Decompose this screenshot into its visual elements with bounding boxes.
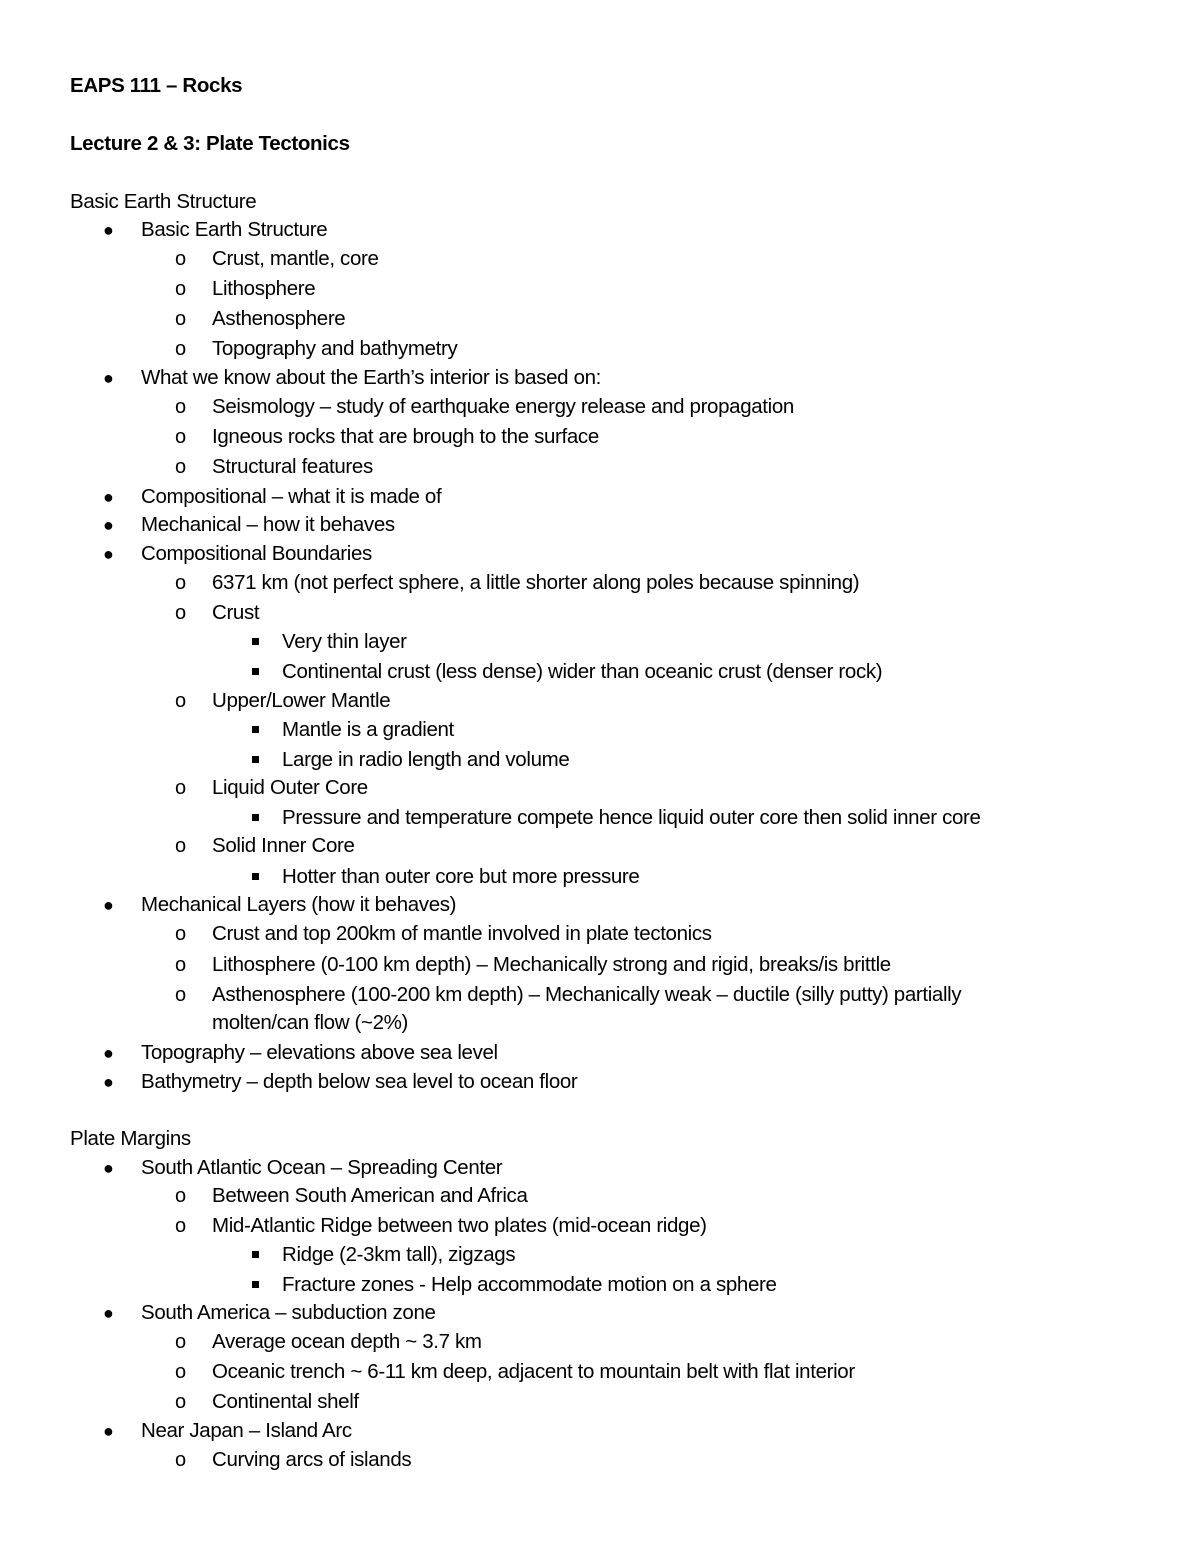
bullet-marker bbox=[103, 484, 114, 510]
sub-item: o Mid-Atlantic Ridge between two plates (mid-ocean ridge) bbox=[212, 1213, 707, 1239]
sub-item: o Crust, mantle, core bbox=[212, 246, 379, 272]
sub-item: o Upper/Lower Mantle bbox=[212, 688, 390, 714]
sub-sub-item: Ridge (2-3km tall), zigzags bbox=[282, 1242, 515, 1268]
bullet-marker bbox=[103, 365, 114, 391]
square-bullet-marker bbox=[252, 814, 259, 821]
sub-bullet-marker bbox=[175, 921, 186, 947]
bullet-item: ● Near Japan – Island Arc bbox=[141, 1418, 352, 1444]
sub-bullet-marker bbox=[175, 1359, 186, 1385]
bullet-item: ● Mechanical Layers (how it behaves) bbox=[141, 892, 456, 918]
sub-item: o 6371 km (not perfect sphere, a little shorter along poles because spinning) bbox=[212, 570, 859, 596]
sub-item: o Liquid Outer Core bbox=[212, 775, 368, 801]
sub-item: o Curving arcs of islands bbox=[212, 1447, 411, 1473]
square-bullet-marker bbox=[252, 1281, 259, 1288]
sub-sub-item: Fracture zones - Help accommodate motion on a sphere bbox=[282, 1272, 777, 1298]
bullet-marker bbox=[103, 1418, 114, 1444]
sub-item: o Seismology – study of earthquake energy release and propagation bbox=[212, 394, 794, 420]
sub-bullet-marker bbox=[175, 833, 186, 859]
sub-item-continuation: molten/can flow (~2%) bbox=[212, 1011, 409, 1034]
sub-bullet-marker bbox=[175, 600, 186, 626]
bullet-item: ● What we know about the Earth’s interior is based on: bbox=[141, 365, 601, 391]
sub-bullet-marker bbox=[175, 454, 186, 480]
sub-item: o Crust and top 200km of mantle involved in plate tectonics bbox=[212, 921, 712, 947]
sub-sub-item: Continental crust (less dense) wider than oceanic crust (denser rock) bbox=[282, 659, 882, 685]
sub-bullet-marker bbox=[175, 336, 186, 362]
bullet-item: ● Mechanical – how it behaves bbox=[141, 512, 395, 538]
square-bullet-marker bbox=[252, 638, 259, 645]
sub-sub-item: Pressure and temperature compete hence liquid outer core then solid inner core bbox=[282, 805, 981, 831]
bullet-marker bbox=[103, 512, 114, 538]
sub-bullet-marker bbox=[175, 952, 186, 978]
square-bullet-marker bbox=[252, 668, 259, 675]
sub-item: o Asthenosphere (100-200 km depth) – Mechanically weak – ductile (silly putty) partially bbox=[212, 982, 961, 1008]
sub-item: o Lithosphere (0-100 km depth) – Mechanically strong and rigid, breaks/is brittle bbox=[212, 952, 891, 978]
sub-bullet-marker bbox=[175, 1447, 186, 1473]
sub-bullet-marker bbox=[175, 306, 186, 332]
sub-bullet-marker bbox=[175, 570, 186, 596]
sub-bullet-marker bbox=[175, 688, 186, 714]
square-bullet-marker bbox=[252, 1251, 259, 1258]
sub-sub-item: Large in radio length and volume bbox=[282, 747, 569, 773]
square-bullet-marker bbox=[252, 873, 259, 880]
bullet-marker bbox=[103, 217, 114, 243]
bullet-marker bbox=[103, 1155, 114, 1181]
bullet-item: ● Compositional – what it is made of bbox=[141, 484, 441, 510]
sub-item: o Lithosphere bbox=[212, 276, 315, 302]
bullet-item: ● South Atlantic Ocean – Spreading Center bbox=[141, 1155, 502, 1181]
sub-item: o Continental shelf bbox=[212, 1389, 359, 1415]
bullet-item: ● South America – subduction zone bbox=[141, 1300, 436, 1326]
bullet-item: ● Bathymetry – depth below sea level to ocean floor bbox=[141, 1069, 577, 1095]
sub-sub-item: Mantle is a gradient bbox=[282, 717, 454, 743]
section-heading-plate-margins: Plate Margins bbox=[70, 1127, 191, 1150]
bullet-marker bbox=[103, 541, 114, 567]
sub-item: o Average ocean depth ~ 3.7 km bbox=[212, 1329, 482, 1355]
sub-bullet-marker bbox=[175, 1329, 186, 1355]
sub-sub-item: Very thin layer bbox=[282, 629, 407, 655]
sub-bullet-marker bbox=[175, 246, 186, 272]
bullet-marker bbox=[103, 1040, 114, 1066]
sub-bullet-marker bbox=[175, 982, 186, 1008]
sub-sub-item: Hotter than outer core but more pressure bbox=[282, 864, 639, 890]
sub-item: o Asthenosphere bbox=[212, 306, 345, 332]
sub-item: o Igneous rocks that are brough to the surface bbox=[212, 424, 599, 450]
sub-bullet-marker bbox=[175, 276, 186, 302]
sub-item: o Between South American and Africa bbox=[212, 1183, 528, 1209]
bullet-marker bbox=[103, 1300, 114, 1326]
bullet-item: ● Basic Earth Structure bbox=[141, 217, 327, 243]
sub-item: o Crust bbox=[212, 600, 259, 626]
sub-bullet-marker bbox=[175, 775, 186, 801]
sub-bullet-marker bbox=[175, 1389, 186, 1415]
sub-bullet-marker bbox=[175, 1183, 186, 1209]
bullet-marker bbox=[103, 892, 114, 918]
sub-item: o Topography and bathymetry bbox=[212, 336, 457, 362]
bullet-marker bbox=[103, 1069, 114, 1095]
sub-item: o Structural features bbox=[212, 454, 373, 480]
bullet-item: ● Compositional Boundaries bbox=[141, 541, 372, 567]
square-bullet-marker bbox=[252, 726, 259, 733]
square-bullet-marker bbox=[252, 756, 259, 763]
sub-item: o Solid Inner Core bbox=[212, 833, 355, 859]
bullet-item: ● Topography – elevations above sea level bbox=[141, 1040, 498, 1066]
sub-bullet-marker bbox=[175, 1213, 186, 1239]
course-title: EAPS 111 – Rocks bbox=[70, 74, 243, 97]
section-heading-basic-earth-structure: Basic Earth Structure bbox=[70, 190, 257, 213]
sub-bullet-marker bbox=[175, 394, 186, 420]
lecture-title: Lecture 2 & 3: Plate Tectonics bbox=[70, 132, 350, 155]
sub-bullet-marker bbox=[175, 424, 186, 450]
sub-item: o Oceanic trench ~ 6-11 km deep, adjacent to mountain belt with flat interior bbox=[212, 1359, 855, 1385]
